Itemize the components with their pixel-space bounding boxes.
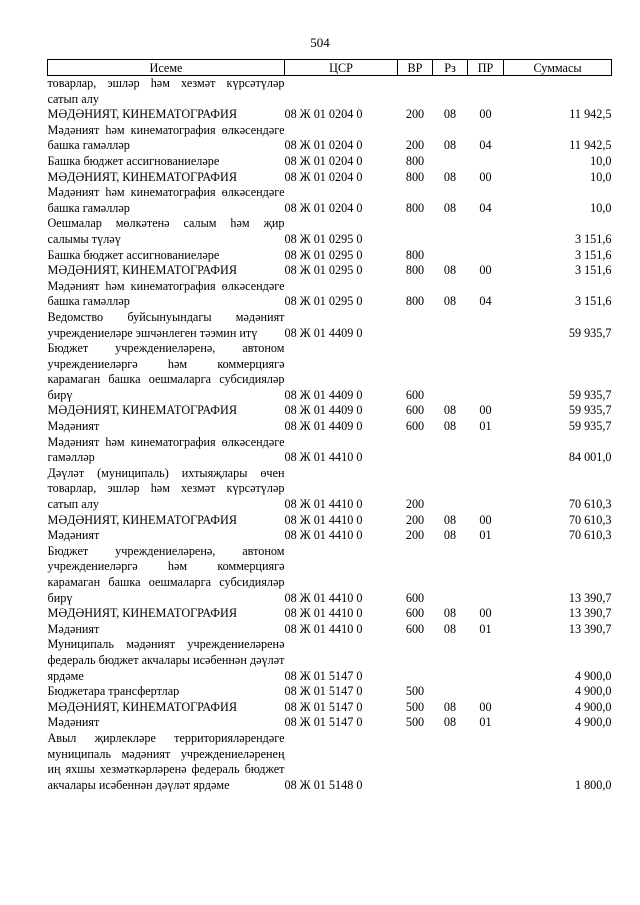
cell-csr <box>285 76 398 108</box>
header-csr: ЦСР <box>285 60 398 76</box>
table-row <box>48 435 612 466</box>
cell-pr: 00 <box>479 169 492 184</box>
table-row <box>48 107 612 123</box>
cell-vr: 800 <box>405 263 425 278</box>
cell-pr: 00 <box>479 263 492 278</box>
cell-pr: 00 <box>479 606 492 621</box>
cell-name: Бюджет учреждениеләренә, автоном учреждениеләргә һәм коммерциягә карамаган башка оешмаларга субсидияләр бирү <box>47 543 285 605</box>
cell-name: Башка бюджет ассигнованиеләре <box>47 247 220 262</box>
cell-vr: 800 <box>405 153 425 168</box>
table-row <box>48 606 612 622</box>
cell-pr: 04 <box>479 200 492 215</box>
cell-vr <box>398 637 433 684</box>
cell-csr: 08 Ж 01 4410 0 <box>284 512 363 527</box>
cell-vr <box>398 731 433 793</box>
cell-pr: 00 <box>479 107 492 122</box>
table-row <box>48 731 612 793</box>
table-row <box>48 466 612 513</box>
cell-sum: 13 390,7 <box>568 621 612 636</box>
cell-vr: 800 <box>405 294 425 309</box>
table-row <box>48 528 612 544</box>
cell-sum: 10,0 <box>590 200 612 215</box>
cell-pr <box>468 544 504 606</box>
cell-csr: 08 Ж 01 4410 0 <box>284 450 363 465</box>
cell-csr: 08 Ж 01 4410 0 <box>284 590 363 605</box>
cell-sum: 84 001,0 <box>568 450 612 465</box>
table-row <box>48 622 612 638</box>
cell-pr: 01 <box>479 528 492 543</box>
cell-rz: 08 <box>443 169 457 184</box>
header-name: Исеме <box>48 60 285 76</box>
cell-name: Башка бюджет ассигнованиеләре <box>47 153 220 168</box>
cell-vr: 500 <box>405 699 425 714</box>
cell-name: Мәдәният <box>47 528 100 543</box>
cell-name: Мәдәният <box>47 621 100 636</box>
cell-pr: 01 <box>479 715 492 730</box>
cell-vr: 600 <box>405 590 425 605</box>
cell-rz <box>433 466 468 513</box>
cell-sum: 3 151,6 <box>574 231 612 246</box>
cell-vr <box>398 216 433 247</box>
cell-name: Мәдәният һәм кинематография өлкәсендәге гамәлләр <box>47 434 285 465</box>
cell-vr <box>398 435 433 466</box>
table-row <box>48 715 612 731</box>
cell-vr: 200 <box>405 138 425 153</box>
table-row <box>48 76 612 108</box>
cell-pr <box>468 637 504 684</box>
cell-rz: 08 <box>443 403 457 418</box>
table-row <box>48 637 612 684</box>
cell-pr <box>468 310 504 341</box>
table-row <box>48 248 612 264</box>
cell-pr <box>468 248 504 264</box>
cell-rz: 08 <box>443 294 457 309</box>
cell-name: Дәүләт (муниципаль) ихтыяҗлары өчен товарлар, эшләр һәм хезмәт күрсәтүләр сатып алу <box>47 465 285 512</box>
table-row <box>48 513 612 529</box>
cell-vr: 500 <box>405 715 425 730</box>
cell-rz: 08 <box>443 699 457 714</box>
cell-name: Мәдәният һәм кинематография өлкәсендәге башка гамәлләр <box>47 278 285 309</box>
cell-sum: 13 390,7 <box>568 606 612 621</box>
cell-rz: 08 <box>443 528 457 543</box>
cell-pr: 04 <box>479 138 492 153</box>
cell-sum: 10,0 <box>590 169 612 184</box>
cell-rz <box>433 637 468 684</box>
cell-pr <box>468 466 504 513</box>
cell-pr: 00 <box>479 403 492 418</box>
cell-name: Авыл җирлекләре территорияләрендәге муниципаль мәдәният учреждениеләренең иң яхшы хезмәткәрләренә федераль бюджет акчалары исәбеннән дәүләт ярдәме <box>47 730 285 792</box>
cell-rz: 08 <box>443 419 457 434</box>
cell-vr: 500 <box>405 684 425 699</box>
cell-pr <box>468 731 504 793</box>
cell-vr: 200 <box>405 497 425 512</box>
cell-pr <box>468 684 504 700</box>
header-rz: Рз <box>433 60 468 76</box>
cell-csr: 08 Ж 01 5147 0 <box>284 699 363 714</box>
cell-vr: 200 <box>405 512 425 527</box>
cell-sum: 13 390,7 <box>568 590 612 605</box>
cell-name: Ведомство буйсынуындагы мәдәният учреждениеләре эшчәнлеген тәэмин итү <box>47 309 285 340</box>
cell-name: МӘДӘНИЯТ, КИНЕМАТОГРАФИЯ <box>47 606 237 621</box>
cell-pr: 00 <box>479 699 492 714</box>
cell-sum: 70 610,3 <box>568 528 612 543</box>
cell-sum: 70 610,3 <box>568 497 612 512</box>
table-row <box>48 185 612 216</box>
cell-rz <box>433 248 468 264</box>
cell-name: МӘДӘНИЯТ, КИНЕМАТОГРАФИЯ <box>47 107 237 122</box>
table-row <box>48 279 612 310</box>
cell-csr: 08 Ж 01 0295 0 <box>284 247 363 262</box>
cell-vr: 600 <box>405 403 425 418</box>
cell-rz: 08 <box>443 263 457 278</box>
cell-rz <box>433 341 468 403</box>
cell-csr: 08 Ж 01 4409 0 <box>284 325 363 340</box>
cell-vr: 600 <box>405 419 425 434</box>
cell-csr: 08 Ж 01 4410 0 <box>284 621 363 636</box>
cell-name: Мәдәният <box>47 715 100 730</box>
cell-csr: 08 Ж 01 5147 0 <box>284 715 363 730</box>
cell-vr: 800 <box>405 200 425 215</box>
table-row <box>48 684 612 700</box>
cell-rz: 08 <box>443 512 457 527</box>
cell-csr: 08 Ж 01 4409 0 <box>284 419 363 434</box>
cell-csr: 08 Ж 01 0204 0 <box>284 200 363 215</box>
cell-vr <box>398 76 433 108</box>
cell-sum: 1 800,0 <box>574 777 612 792</box>
cell-csr: 08 Ж 01 0204 0 <box>284 138 363 153</box>
table-body <box>48 76 612 794</box>
cell-name: Бюджет учреждениеләренә, автоном учреждениеләргә һәм коммерциягә карамаган башка оешмаларга субсидияләр бирү <box>47 341 285 402</box>
cell-rz: 08 <box>443 200 457 215</box>
cell-vr: 800 <box>405 169 425 184</box>
cell-csr: 08 Ж 01 4410 0 <box>284 497 363 512</box>
table-row <box>48 310 612 341</box>
cell-csr: 08 Ж 01 5148 0 <box>284 777 363 792</box>
cell-rz <box>433 76 468 108</box>
cell-csr: 08 Ж 01 5147 0 <box>284 684 363 699</box>
cell-vr <box>398 310 433 341</box>
cell-rz <box>433 310 468 341</box>
cell-sum: 59 935,7 <box>568 419 612 434</box>
cell-vr: 600 <box>405 387 425 402</box>
cell-name: Мәдәният <box>47 419 100 434</box>
cell-csr: 08 Ж 01 0204 0 <box>284 169 363 184</box>
cell-name: Оешмалар мөлкәтенә салым һәм җир салымы түләү <box>47 216 285 246</box>
cell-csr: 08 Ж 01 5147 0 <box>284 668 363 683</box>
cell-vr: 600 <box>405 621 425 636</box>
cell-csr: 08 Ж 01 0204 0 <box>284 153 363 168</box>
cell-sum: 4 900,0 <box>574 715 612 730</box>
cell-sum: 70 610,3 <box>568 512 612 527</box>
cell-csr: 08 Ж 01 4410 0 <box>284 528 363 543</box>
cell-sum: 11 942,5 <box>569 138 612 153</box>
cell-csr: 08 Ж 01 4410 0 <box>284 606 363 621</box>
table-row <box>48 700 612 716</box>
cell-rz <box>433 154 468 170</box>
cell-sum: 4 900,0 <box>574 668 612 683</box>
cell-pr <box>468 76 504 108</box>
cell-sum: 3 151,6 <box>574 294 612 309</box>
cell-sum: 59 935,7 <box>568 325 612 340</box>
cell-rz <box>433 544 468 606</box>
table-row <box>48 123 612 154</box>
cell-name: Бюджетара трансфертлар <box>47 684 180 699</box>
cell-csr: 08 Ж 01 0295 0 <box>284 263 363 278</box>
cell-sum <box>504 76 612 108</box>
cell-rz: 08 <box>443 621 457 636</box>
page-number: 504 <box>310 35 330 50</box>
cell-sum: 3 151,6 <box>574 263 612 278</box>
cell-name: МӘДӘНИЯТ, КИНЕМАТОГРАФИЯ <box>47 512 237 527</box>
cell-vr: 800 <box>405 247 425 262</box>
cell-rz: 08 <box>443 107 457 122</box>
cell-rz: 08 <box>443 715 457 730</box>
cell-pr: 04 <box>479 294 492 309</box>
table-row <box>48 154 612 170</box>
cell-vr: 600 <box>405 606 425 621</box>
cell-rz <box>433 684 468 700</box>
cell-rz <box>433 731 468 793</box>
table-row <box>48 403 612 419</box>
cell-sum: 10,0 <box>590 153 612 168</box>
cell-sum: 11 942,5 <box>569 107 612 122</box>
cell-pr: 01 <box>479 419 492 434</box>
budget-table <box>47 59 612 793</box>
cell-name: Мәдәният һәм кинематография өлкәсендәге башка гамәлләр <box>47 122 285 153</box>
cell-sum: 4 900,0 <box>574 684 612 699</box>
cell-csr: 08 Ж 01 4409 0 <box>284 403 363 418</box>
cell-name: Муниципаль мәдәният учреждениеләренә федераль бюджет акчалары исәбеннән дәүләт ярдәме <box>47 637 285 683</box>
cell-name: МӘДӘНИЯТ, КИНЕМАТОГРАФИЯ <box>47 169 237 184</box>
cell-csr: 08 Ж 01 4409 0 <box>284 387 363 402</box>
cell-csr: 08 Ж 01 0204 0 <box>284 107 363 122</box>
cell-pr <box>468 435 504 466</box>
cell-pr: 00 <box>479 512 492 527</box>
table-row <box>48 170 612 186</box>
cell-vr: 200 <box>405 528 425 543</box>
header-pr: ПР <box>468 60 504 76</box>
cell-sum: 3 151,6 <box>574 247 612 262</box>
header-sum: Суммасы <box>504 60 612 76</box>
cell-sum: 59 935,7 <box>568 403 612 418</box>
cell-rz <box>433 216 468 247</box>
cell-name: Мәдәният һәм кинематография өлкәсендәге башка гамәлләр <box>47 185 285 215</box>
cell-rz: 08 <box>443 138 457 153</box>
cell-csr: 08 Ж 01 0295 0 <box>284 231 363 246</box>
table-row <box>48 216 612 247</box>
cell-vr: 200 <box>405 107 425 122</box>
cell-pr: 01 <box>479 621 492 636</box>
table-row <box>48 341 612 403</box>
table-row <box>48 419 612 435</box>
cell-name: МӘДӘНИЯТ, КИНЕМАТОГРАФИЯ <box>47 699 237 714</box>
cell-pr <box>468 341 504 403</box>
cell-rz <box>433 435 468 466</box>
table-row <box>48 544 612 606</box>
cell-pr <box>468 154 504 170</box>
cell-pr <box>468 216 504 247</box>
cell-sum: 4 900,0 <box>574 699 612 714</box>
table-row <box>48 263 612 279</box>
cell-sum: 59 935,7 <box>568 387 612 402</box>
cell-csr: 08 Ж 01 0295 0 <box>284 294 363 309</box>
cell-name: МӘДӘНИЯТ, КИНЕМАТОГРАФИЯ <box>47 403 237 418</box>
cell-name: МӘДӘНИЯТ, КИНЕМАТОГРАФИЯ <box>47 263 237 278</box>
table-header-row <box>48 60 612 76</box>
cell-name: товарлар, эшләр һәм хезмәт күрсәтүләр сатып алу <box>47 76 285 106</box>
cell-rz: 08 <box>443 606 457 621</box>
header-vr: ВР <box>398 60 433 76</box>
